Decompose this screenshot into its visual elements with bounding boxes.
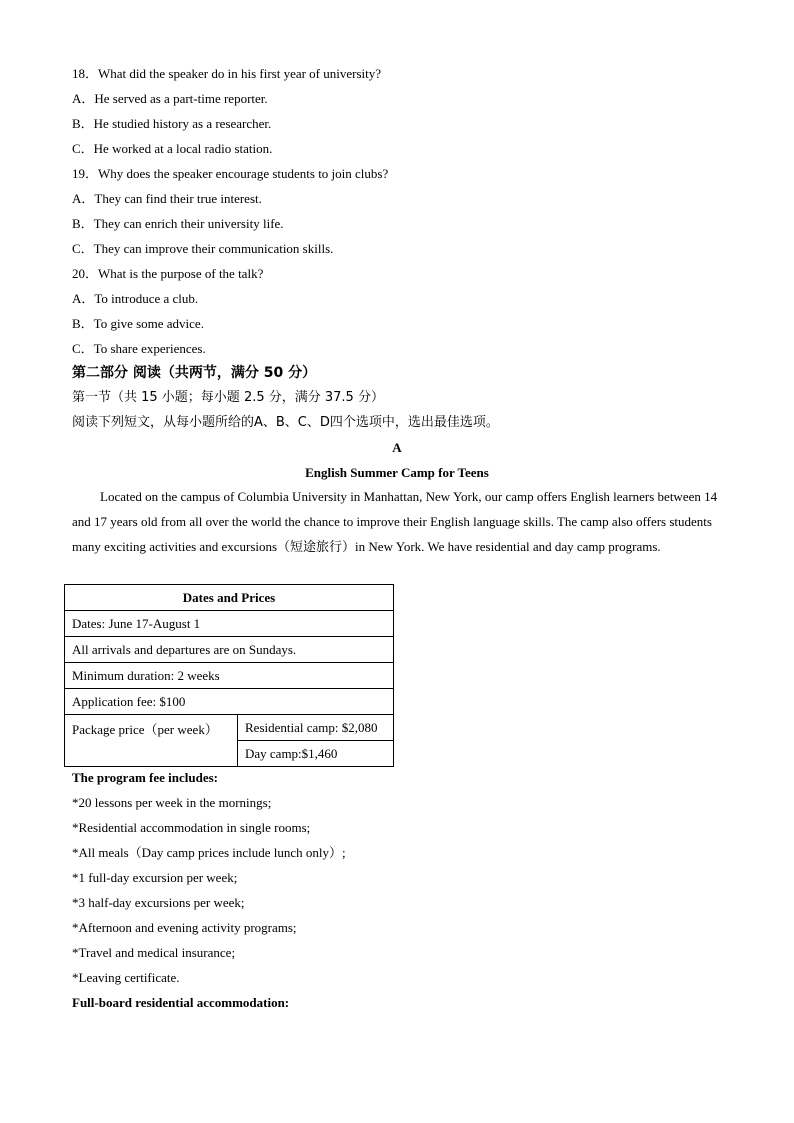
includes-item: *1 full-day excursion per week;: [72, 870, 238, 885]
q18-option-c: C．He worked at a local radio station.: [72, 141, 273, 156]
q19-option-a: A．They can find their true interest.: [72, 191, 262, 206]
duration-cell: Minimum duration: 2 weeks: [65, 663, 394, 689]
question-20: 20．What is the purpose of the talk?: [72, 266, 264, 281]
includes-title: The program fee includes:: [72, 770, 218, 785]
q20-option-c: C．To share experiences.: [72, 341, 206, 356]
reading-instruction: 阅读下列短文，从每小题所给的A、B、C、D四个选项中，选出最佳选项。: [72, 415, 499, 430]
q20-option-a: A．To introduce a club.: [72, 291, 199, 306]
includes-item: *3 half-day excursions per week;: [72, 895, 245, 910]
question-18: 18．What did the speaker do in his first year of university?: [72, 66, 382, 81]
part-two-title: 第二部分 阅读（共两节，满分 50 分）: [72, 365, 317, 381]
section-one-line: 第一节（共 15 小题；每小题 2.5 分，满分 37.5 分）: [72, 390, 384, 405]
q19-option-c: C．They can improve their communication skills.: [72, 241, 334, 256]
includes-item: *Leaving certificate.: [72, 970, 180, 985]
table-header: Dates and Prices: [65, 585, 394, 611]
includes-item: *Travel and medical insurance;: [72, 945, 236, 960]
question-19: 19．Why does the speaker encourage students to join clubs?: [72, 166, 389, 181]
q20-option-b: B．To give some advice.: [72, 316, 204, 331]
day-price-cell: Day camp:$1,460: [238, 741, 394, 767]
arrivals-cell: All arrivals and departures are on Sundays.: [65, 637, 394, 663]
includes-item: *20 lessons per week in the mornings;: [72, 795, 272, 810]
includes-item: *All meals（Day camp prices include lunch only）;: [72, 845, 346, 860]
passage-intro: Located on the campus of Columbia University in Manhattan, New York, our camp offers English learners between 14 and 17 years old from all over the world the chance to improve their English language skills. The camp also offers students many exciting activities and excursions（短途旅行）in New York. We have residential and day camp programs.: [72, 489, 718, 554]
dates-prices-table: [64, 584, 394, 767]
q19-option-b: B．They can enrich their university life.: [72, 216, 284, 231]
includes-item: *Afternoon and evening activity programs;: [72, 920, 297, 935]
application-fee-cell: Application fee: $100: [65, 689, 394, 715]
passage-letter: A: [392, 440, 402, 455]
residential-price-cell: Residential camp: $2,080: [238, 715, 394, 741]
q18-option-b: B．He studied history as a researcher.: [72, 116, 272, 131]
accommodation-title: Full-board residential accommodation:: [72, 995, 290, 1010]
package-price-label: Package price（per week）: [65, 715, 238, 767]
passage-title: English Summer Camp for Teens: [305, 465, 489, 480]
q18-option-a: A．He served as a part-time reporter.: [72, 91, 268, 106]
includes-item: *Residential accommodation in single rooms;: [72, 820, 311, 835]
dates-cell: Dates: June 17-August 1: [65, 611, 394, 637]
